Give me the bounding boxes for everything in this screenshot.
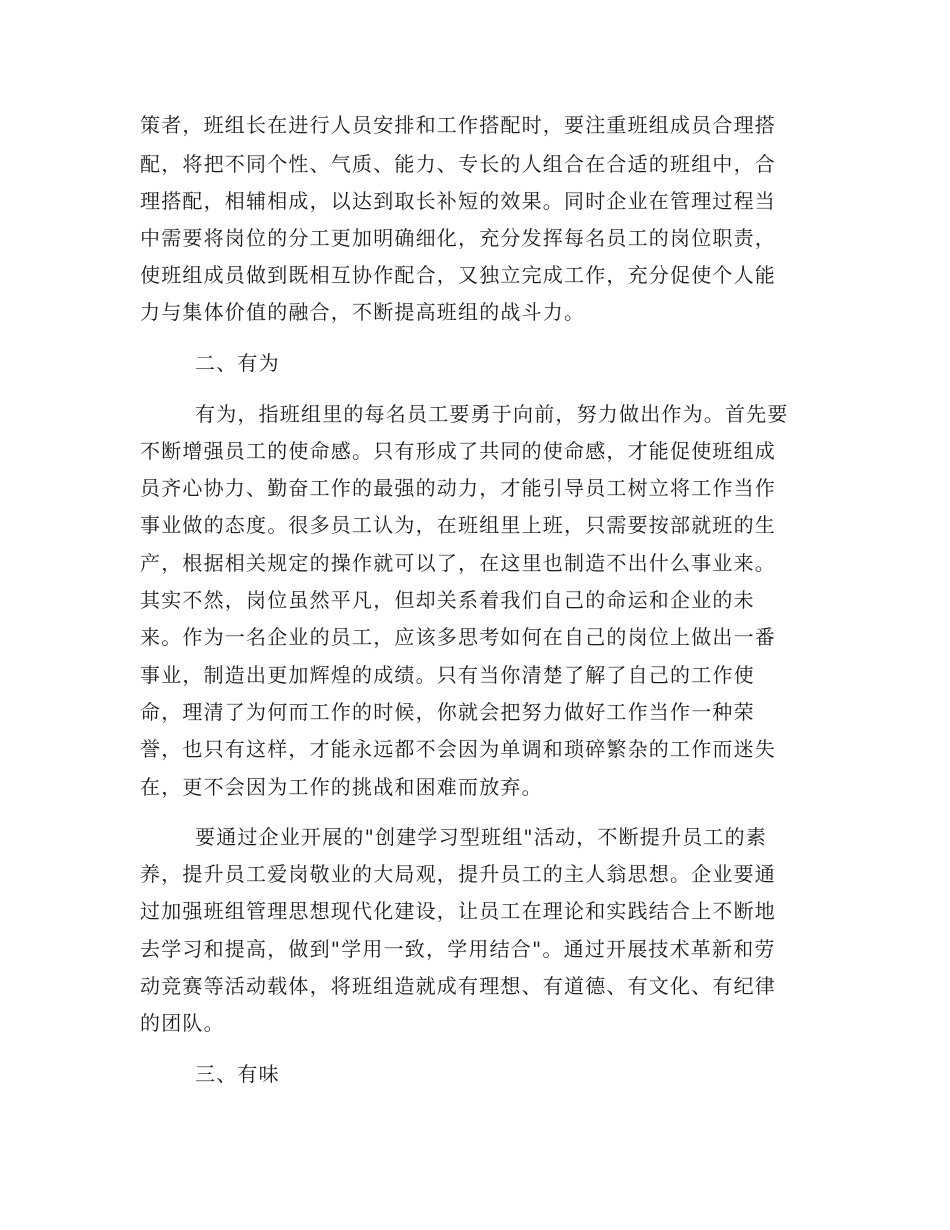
paragraph-line: 事业做的态度。很多员工认为，在班组里上班，只需要按部就班的生 xyxy=(140,513,776,537)
paragraph-line: 事业，制造出更加辉煌的成绩。只有当你清楚了解了自己的工作使 xyxy=(140,663,755,687)
paragraph-line: 在，更不会因为工作的挑战和困难而放弃。 xyxy=(140,775,543,799)
paragraph-line: 养，提升员工爱岗敬业的大局观，提升员工的主人翁思想。企业要通 xyxy=(140,862,776,886)
section-heading: 二、有为 xyxy=(195,351,280,375)
paragraph-line: 理搭配，相辅相成，以达到取长补短的效果。同时企业在管理过程当 xyxy=(140,189,776,213)
paragraph-line: 来。作为一名企业的员工，应该多思考如何在自己的岗位上做出一番 xyxy=(140,625,776,649)
section-heading: 三、有味 xyxy=(195,1062,280,1086)
paragraph-line: 中需要将岗位的分工更加明确细化，充分发挥每名员工的岗位职责， xyxy=(140,226,776,250)
paragraph-line: 命，理清了为何而工作的时候，你就会把努力做好工作当作一种荣 xyxy=(140,700,755,724)
paragraph-line: 产，根据相关规定的操作就可以了，在这里也制造不出什么事业来。 xyxy=(140,551,776,575)
paragraph-line: 员齐心协力、勤奋工作的最强的动力，才能引导员工树立将工作当作 xyxy=(140,476,776,500)
paragraph-line: 誉，也只有这样，才能永远都不会因为单调和琐碎繁杂的工作而迷失 xyxy=(140,737,776,761)
paragraph-line: 不断增强员工的使命感。只有形成了共同的使命感，才能促使班组成 xyxy=(140,439,776,463)
paragraph-line: 要通过企业开展的"创建学习型班组"活动，不断提升员工的素 xyxy=(195,825,767,849)
paragraph-line: 动竞赛等活动载体，将班组造就成有理想、有道德、有文化、有纪律 xyxy=(140,974,776,998)
paragraph-line: 策者，班组长在进行人员安排和工作搭配时，要注重班组成员合理搭 xyxy=(140,113,776,137)
paragraph-line: 力与集体价值的融合，不断提高班组的战斗力。 xyxy=(140,300,586,324)
paragraph-line: 有为，指班组里的每名员工要勇于向前，努力做出作为。首先要 xyxy=(195,402,789,426)
paragraph-line: 配，将把不同个性、气质、能力、专长的人组合在合适的班组中，合 xyxy=(140,152,776,176)
paragraph-line: 去学习和提高，做到"学用一致，学用结合"。通过开展技术革新和劳 xyxy=(140,937,776,961)
paragraph-line: 其实不然，岗位虽然平凡，但却关系着我们自己的命运和企业的未 xyxy=(140,588,755,612)
paragraph-line: 过加强班组管理思想现代化建设，让员工在理论和实践结合上不断地 xyxy=(140,899,776,923)
paragraph-line: 使班组成员做到既相互协作配合，又独立完成工作，充分促使个人能 xyxy=(140,263,776,287)
paragraph-line: 的团队。 xyxy=(140,1011,225,1035)
